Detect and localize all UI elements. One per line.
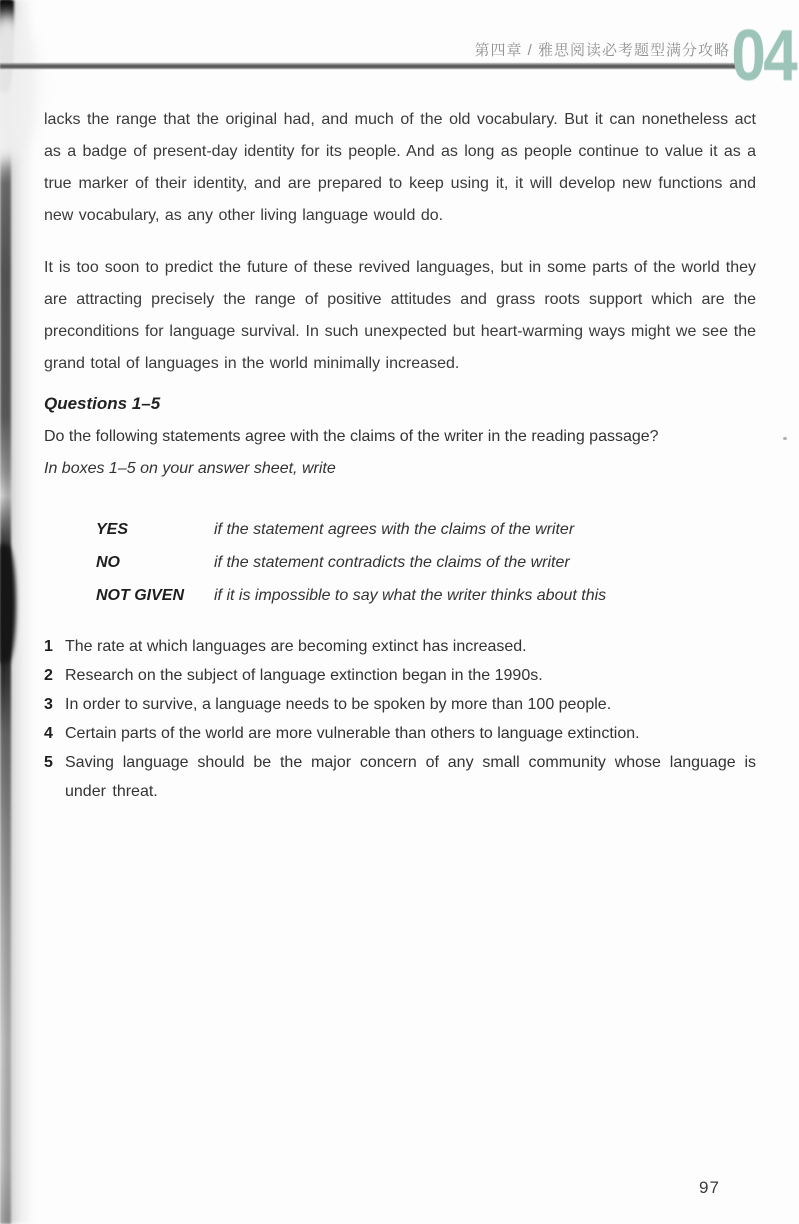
- statement-number: 2: [44, 667, 53, 684]
- page-number: 97: [699, 1178, 720, 1197]
- questions-instruction: Do the following statements agree with the claims of the writer in the reading passage?: [44, 428, 659, 445]
- answer-key-row: [96, 513, 756, 546]
- statement-item-1: [44, 632, 756, 661]
- answer-key-row: [96, 546, 756, 579]
- header-rule: [0, 63, 736, 69]
- answer-key-desc-yes: if the statement agrees with the claims of the writer: [214, 521, 575, 538]
- statement-number: 4: [44, 725, 53, 742]
- passage-paragraph-1: lacks the range that the original had, and much of the old vocabulary. But it can nonetheless act as a badge of present-day identity for its people. And as long as people continue to value it as a true marker of their identity, and are prepared to keep using it, it will develop new functions and new vocabulary, as any other living language would do.: [44, 111, 756, 224]
- passage-paragraph-2: It is too soon to predict the future of these revived languages, but in some parts of the world they are attracting precisely the range of positive attitudes and grass roots support which are the preconditions for language survival. In such unexpected but heart-warming ways might we see the grand total of languages in the world minimally increased.: [44, 259, 756, 372]
- statement-item-5: [44, 748, 756, 806]
- chapter-number: 04: [731, 16, 795, 96]
- statement-item-2: [44, 661, 756, 690]
- statement-item-3: [44, 690, 756, 719]
- statement-text: The rate at which languages are becoming extinct has increased.: [65, 638, 527, 655]
- answer-key-row: [96, 579, 756, 612]
- statement-text: Saving language should be the major concern of any small community whose language is under threat.: [65, 754, 756, 800]
- statement-text: Certain parts of the world are more vulnerable than others to language extinction.: [65, 725, 640, 742]
- answer-key-desc-no: if the statement contradicts the claims of the writer: [214, 554, 570, 571]
- answer-key-desc-not-given: if it is impossible to say what the writer thinks about this: [214, 587, 607, 604]
- chapter-title: 第四章 / 雅思阅读必考题型满分攻略: [474, 42, 730, 59]
- questions-heading: Questions 1–5: [44, 394, 161, 413]
- answer-key-label-not-given: NOT GIVEN: [96, 587, 185, 604]
- scan-speck: [783, 437, 787, 440]
- statement-item-4: [44, 719, 756, 748]
- answer-key-label-no: NO: [96, 554, 120, 571]
- statement-number: 1: [44, 638, 53, 655]
- statements-list: [44, 632, 756, 806]
- statement-number: 5: [44, 754, 53, 771]
- answer-key: [44, 513, 756, 612]
- statement-text: In order to survive, a language needs to be spoken by more than 100 people.: [65, 696, 612, 713]
- statement-text: Research on the subject of language extinction began in the 1990s.: [65, 667, 543, 684]
- questions-sub-instruction: In boxes 1–5 on your answer sheet, write: [44, 460, 336, 477]
- answer-key-label-yes: YES: [96, 521, 129, 538]
- statement-number: 3: [44, 696, 53, 713]
